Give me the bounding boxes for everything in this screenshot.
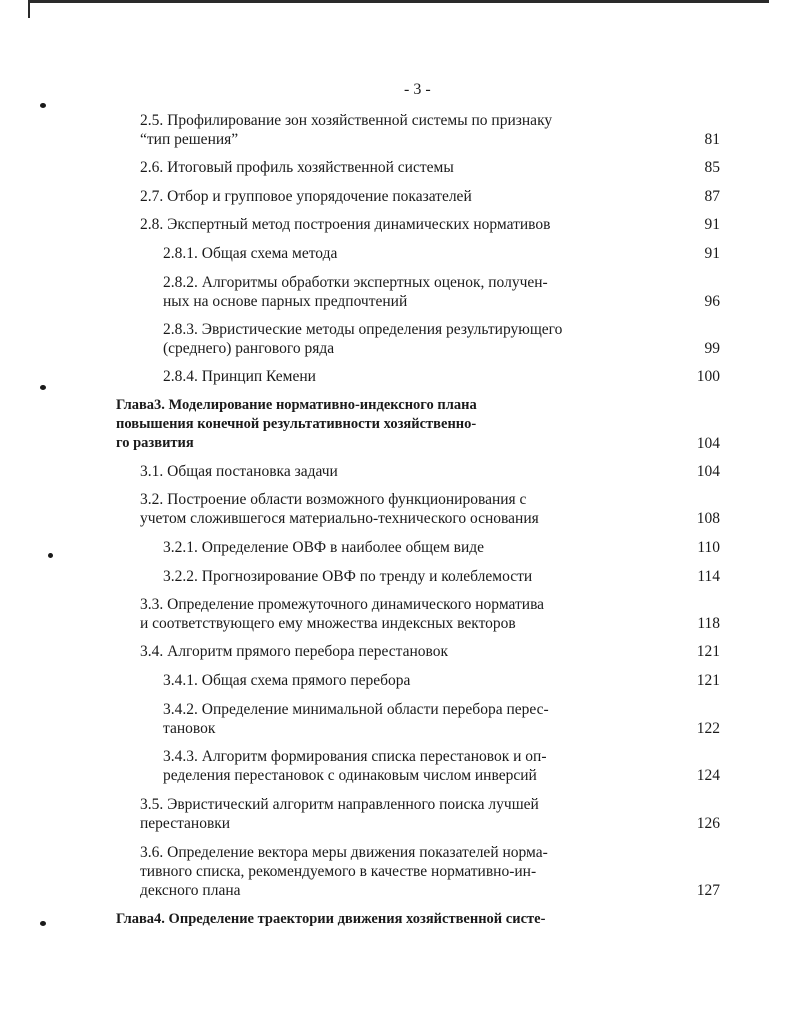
toc-entry-page: 114: [697, 568, 720, 585]
page-number: - 3 -: [404, 81, 431, 98]
toc-entry-title: 3.4. Алгоритм прямого перебора перестановок: [140, 643, 449, 660]
toc-entry-title: 3.2. Построение области возможного функционирования с: [140, 491, 527, 508]
toc-entry-title: 3.4.2. Определение минимальной области перебора перес-: [163, 701, 549, 718]
toc-entry-page: 124: [696, 767, 720, 784]
toc-entry-title: 3.4.3. Алгоритм формирования списка перестановок и оп-: [163, 748, 547, 765]
toc-entry-page: 100: [696, 368, 720, 385]
punch-hole-mark: [48, 553, 53, 558]
toc-entry-page: 81: [704, 131, 720, 148]
toc-entry-title: перестановки: [140, 815, 231, 832]
toc-entry-page: 104: [696, 463, 720, 480]
toc-entry-title: 3.2.2. Прогнозирование ОВФ по тренду и колеблемости: [163, 568, 533, 585]
toc-entry-title: “тип решения”: [140, 131, 239, 148]
toc-entry-title: учетом сложившегося материально-технического основания: [140, 510, 539, 527]
toc-entry-title: 3.3. Определение промежуточного динамического норматива: [140, 596, 545, 613]
toc-entry-title: ных на основе парных предпочтений: [163, 293, 408, 310]
toc-entry-title: 2.6. Итоговый профиль хозяйственной системы: [140, 159, 454, 176]
toc-entry-title: тивного списка, рекомендуемого в качестве нормативно-ин-: [140, 863, 537, 880]
toc-entry-page: 110: [697, 539, 720, 556]
toc-entry-title: тановок: [163, 720, 216, 737]
punch-hole-mark: [40, 385, 46, 390]
scan-edge-top: [28, 0, 769, 3]
toc-entry-title: 3.1. Общая постановка задачи: [140, 463, 338, 480]
toc-entry-title: 2.8.1. Общая схема метода: [163, 245, 338, 262]
toc-entry-page: 87: [704, 188, 720, 205]
toc-entry-page: 127: [696, 882, 720, 899]
toc-entry-title: повышения конечной результативности хозяйственно-: [116, 416, 477, 432]
toc-entry-title: 2.8.4. Принцип Кемени: [163, 368, 316, 385]
toc-entry-title: 2.8. Экспертный метод построения динамических нормативов: [140, 216, 551, 233]
toc-entry-title: 2.7. Отбор и групповое упорядочение показателей: [140, 188, 472, 205]
toc-entry-title: Глава3. Моделирование нормативно-индексного плана: [116, 397, 477, 413]
toc-entry-title: (среднего) рангового ряда: [163, 340, 335, 357]
toc-entry-title: го развития: [116, 435, 194, 451]
toc-entry-page: 118: [697, 615, 720, 632]
toc-entry-page: 91: [704, 216, 720, 233]
toc-entry-page: 121: [696, 672, 720, 689]
toc-entry-page: 121: [696, 643, 720, 660]
toc-entry-title: 2.5. Профилирование зон хозяйственной системы по признаку: [140, 112, 553, 129]
toc-entry-title: 3.4.1. Общая схема прямого перебора: [163, 672, 411, 689]
toc-entry-title: 3.2.1. Определение ОВФ в наиболее общем виде: [163, 539, 485, 556]
toc-entry-title: дексного плана: [140, 882, 241, 899]
toc-entry-page: 96: [704, 293, 720, 310]
punch-hole-mark: [40, 103, 46, 108]
toc-entry-page: 99: [704, 340, 720, 357]
toc-entry-page: 104: [696, 435, 720, 452]
toc-entry-title: 2.8.3. Эвристические методы определения результирующего: [163, 321, 563, 338]
toc-entry-title: и соответствующего ему множества индексных векторов: [140, 615, 516, 632]
toc-entry-page: 126: [696, 815, 720, 832]
toc-entry-title: Глава4. Определение траектории движения хозяйственной систе-: [116, 911, 546, 927]
toc-entry-title: 2.8.2. Алгоритмы обработки экспертных оценок, получен-: [163, 274, 548, 291]
toc-entry-title: 3.5. Эвристический алгоритм направленного поиска лучшей: [140, 796, 539, 813]
scan-edge-left: [28, 0, 30, 18]
toc-entry-title: 3.6. Определение вектора меры движения показателей норма-: [140, 844, 548, 861]
punch-hole-mark: [40, 921, 46, 926]
toc-entry-page: 122: [696, 720, 720, 737]
toc-entry-page: 108: [696, 510, 720, 527]
toc-entry-page: 91: [704, 245, 720, 262]
toc-entry-title: ределения перестановок с одинаковым числом инверсий: [163, 767, 537, 784]
toc-entry-page: 85: [704, 159, 720, 176]
